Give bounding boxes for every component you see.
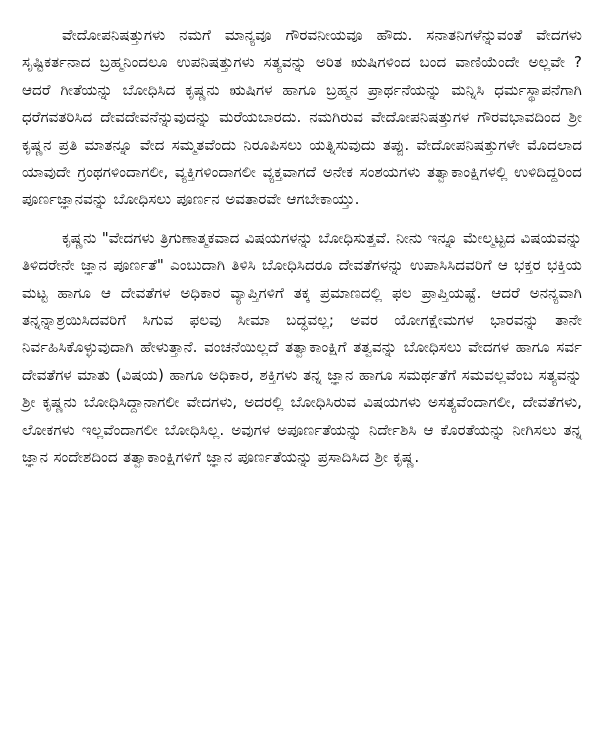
paragraph-vedopanishad-respect: ವೇದೋಪನಿಷತ್ತುಗಳು ನಮಗೆ ಮಾನ್ಯವೂ ಗೌರವನೀಯವೂ ಹೌದು. ಸನಾತನಿಗಳೆನ್ನುವಂತೆ ವೇದಗಳು ಸೃಷ್ಟಿಕರ್ತನಾದ ಬ್ರಹ್ಮನಿಂದಲೂ ಉಪನಿಷತ್ತುಗಳು ಸತ್ಯವನ್ನು ಅರಿತ ಋಷಿಗಳಿಂದ ಬಂದ ವಾಣಿಯೆಂದೇ ಅಲ್ಲವೇ ? ಆದರೆ ಗೀತೆಯನ್ನು ಬೋಧಿಸಿದ ಕೃಷ್ಣನು ಋಷಿಗಳ ಹಾಗೂ ಬ್ರಹ್ಮನ ಪ್ರಾರ್ಥನೆಯನ್ನು ಮನ್ನಿಸಿ ಧರ್ಮಸ್ಥಾಪನೆಗಾಗಿ ಧರೆಗವತರಿಸಿದ ದೇವದೇವನೆನ್ನುವುದನ್ನು ಮರೆಯಬಾರದು. ನಮಗಿರುವ ವೇದೋಪನಿಷತ್ತುಗಳ ಗೌರವಭಾವದಿಂದ ಶ್ರೀ ಕೃಷ್ಣನ ಪ್ರತಿ ಮಾತನ್ನೂ ವೇದ ಸಮ್ಮತವೆಂದು ನಿರೂಪಿಸಲು ಯತ್ನಿಸುವುದು ತಪ್ಪು. ವೇದೋಪನಿಷತ್ತುಗಳೇ ಮೊದಲಾದ ಯಾವುದೇ ಗ್ರಂಥಗಳಿಂದಾಗಲೀ, ವ್ಯಕ್ತಿಗಳಿಂದಾಗಲೀ ವ್ಯಕ್ತವಾಗದೆ ಅನೇಕ ಸಂಶಯಗಳು ತತ್ವಾಕಾಂಕ್ಷಿಗಳಲ್ಲಿ ಉಳಿದಿದ್ದರಿಂದ ಪೂರ್ಣಜ್ಞಾನವನ್ನು ಬೋಧಿಸಲು ಪೂರ್ಣನ ಅವತಾರವೇ ಆಗಬೇಕಾಯ್ತು. [22, 26, 582, 209]
paragraph-krishna-teaching: ಕೃಷ್ಣನು "ವೇದಗಳು ತ್ರಿಗುಣಾತ್ಮಕವಾದ ವಿಷಯಗಳನ್ನು ಬೋಧಿಸುತ್ತವೆ. ನೀನು ಇನ್ನೂ ಮೇಲ್ಮಟ್ಟದ ವಿಷಯವನ್ನು ತಿಳಿದರೇನೇ ಜ್ಞಾನ ಪೂರ್ಣತೆ" ಎಂಬುದಾಗಿ ತಿಳಿಸಿ ಬೋಧಿಸಿದರೂ ದೇವತೆಗಳನ್ನು ಉಪಾಸಿಸಿದವರಿಗೆ ಆ ಭಕ್ತರ ಭಕ್ತಿಯ ಮಟ್ಟ ಹಾಗೂ ಆ ದೇವತೆಗಳ ಅಧಿಕಾರ ವ್ಯಾಪ್ತಿಗಳಿಗೆ ತಕ್ಕ ಪ್ರಮಾಣದಲ್ಲಿ ಫಲ ಪ್ರಾಪ್ತಿಯಷ್ಟೆ. ಆದರೆ ಅನನ್ಯವಾಗಿ ತನ್ನನ್ನಾಶ್ರಯಿಸಿದವರಿಗೆ ಸಿಗುವ ಫಲವು ಸೀಮಾ ಬದ್ಧವಲ್ಲ; ಅವರ ಯೋಗಕ್ಷೇಮಗಳ ಭಾರವನ್ನು ತಾನೇ ನಿರ್ವಹಿಸಿಕೊಳ್ಳುವುದಾಗಿ ಹೇಳುತ್ತಾನೆ. ವಂಚನೆಯಿಲ್ಲದೆ ತತ್ವಾಕಾಂಕ್ಷಿಗೆ ತತ್ವವನ್ನು ಬೋಧಿಸಲು ವೇದಗಳ ಹಾಗೂ ಸರ್ವ ದೇವತೆಗಳ ಮಾತು (ವಿಷಯ) ಹಾಗೂ ಅಧಿಕಾರ, ಶಕ್ತಿಗಳು ತನ್ನ ಜ್ಞಾನ ಹಾಗೂ ಸಮರ್ಥತೆಗೆ ಸಮವಲ್ಲವೆಂಬ ಸತ್ಯವನ್ನು ಶ್ರೀ ಕೃಷ್ಣನು ಬೋಧಿಸಿದ್ದಾನಾಗಲೀ ವೇದಗಳು, ಅದರಲ್ಲಿ ಬೋಧಿಸಿರುವ ವಿಷಯಗಳು ಅಸತ್ಯವೆಂದಾಗಲೀ, ದೇವತೆಗಳು, ಲೋಕಗಳು ಇಲ್ಲವೆಂದಾಗಲೀ ಬೋಧಿಸಿಲ್ಲ. ಅವುಗಳ ಅಪೂರ್ಣತೆಯನ್ನು ನಿರ್ದೇಶಿಸಿ ಆ ಕೊರತೆಯನ್ನು ನೀಗಿಸಲು ತನ್ನ ಜ್ಞಾನ ಸಂದೇಶದಿಂದ ತತ್ವಾಕಾಂಕ್ಷಿಗಳಿಗೆ ಜ್ಞಾನ ಪೂರ್ಣತೆಯನ್ನು ಪ್ರಸಾದಿಸಿದ ಶ್ರೀ ಕೃಷ್ಣ. [22, 228, 582, 467]
